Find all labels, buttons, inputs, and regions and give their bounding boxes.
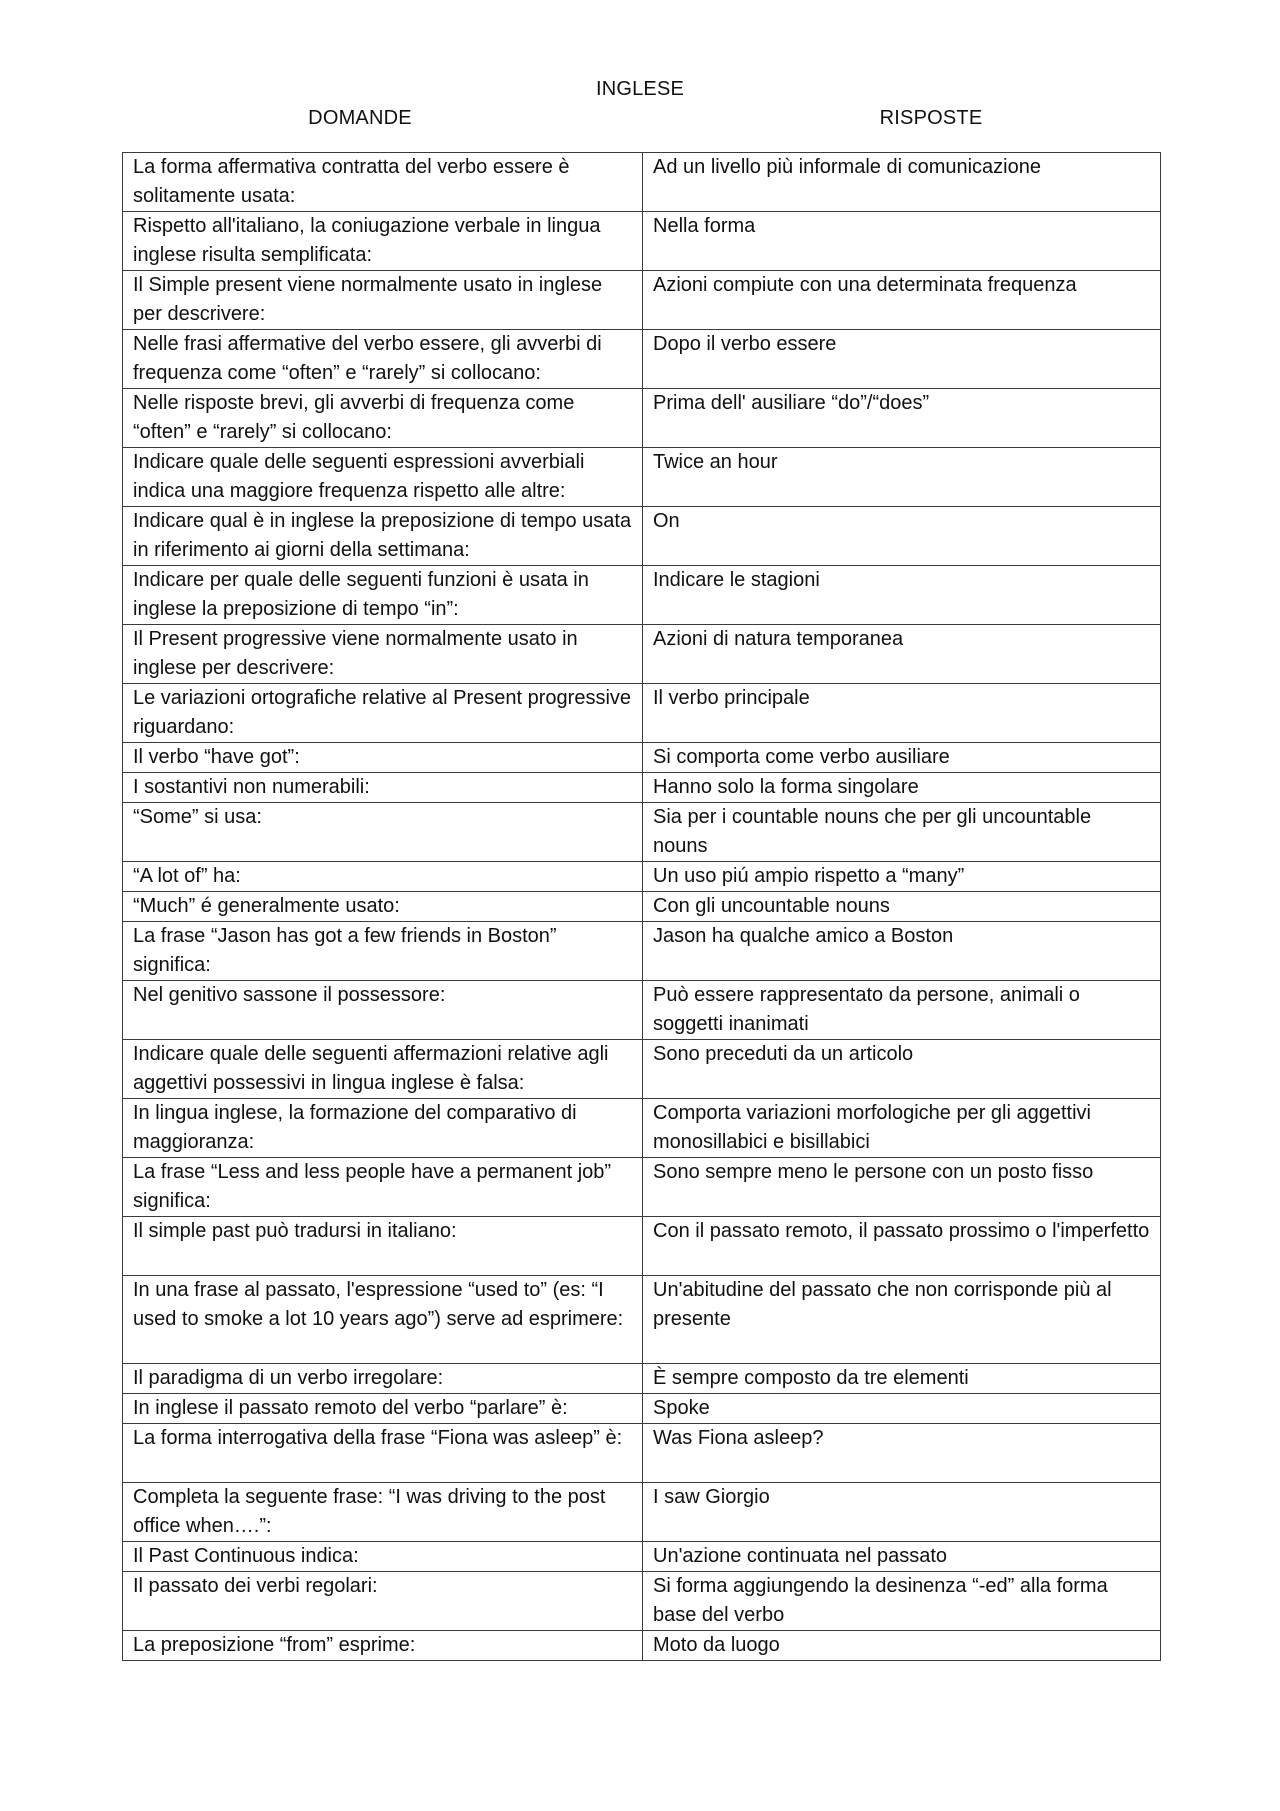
table-row (123, 892, 1161, 922)
answer-cell: Azioni di natura temporanea (643, 625, 1161, 684)
question-cell: Il paradigma di un verbo irregolare: (123, 1364, 643, 1394)
table-row (123, 981, 1161, 1040)
question-cell: I sostantivi non numerabili: (123, 773, 643, 803)
question-cell: La forma interrogativa della frase “Fiona was asleep” è: (123, 1424, 643, 1483)
answer-cell: Può essere rappresentato da persone, animali o soggetti inanimati (643, 981, 1161, 1040)
question-cell: Il verbo “have got”: (123, 743, 643, 773)
question-cell: Nelle frasi affermative del verbo essere, gli avverbi di frequenza come “often” e “rarely” si collocano: (123, 330, 643, 389)
answer-cell: Ad un livello più informale di comunicazione (643, 153, 1161, 212)
question-cell: Indicare quale delle seguenti affermazioni relative agli aggettivi possessivi in lingua inglese è falsa: (123, 1040, 643, 1099)
answer-cell: Spoke (643, 1394, 1161, 1424)
question-cell: La frase “Jason has got a few friends in Boston” significa: (123, 922, 643, 981)
table-row (123, 1158, 1161, 1217)
question-cell: Il Past Continuous indica: (123, 1542, 643, 1572)
question-cell: Il passato dei verbi regolari: (123, 1572, 643, 1631)
question-cell: Il Simple present viene normalmente usato in inglese per descrivere: (123, 271, 643, 330)
answer-cell: Jason ha qualche amico a Boston (643, 922, 1161, 981)
answer-cell: Si comporta come verbo ausiliare (643, 743, 1161, 773)
answer-cell: Indicare le stagioni (643, 566, 1161, 625)
answer-cell: Con il passato remoto, il passato prossimo o l'imperfetto (643, 1217, 1161, 1276)
answers-column-header: RISPOSTE (879, 107, 983, 129)
table-row (123, 1424, 1161, 1483)
answer-cell: Twice an hour (643, 448, 1161, 507)
answer-cell: I saw Giorgio (643, 1483, 1161, 1542)
question-cell: “Some” si usa: (123, 803, 643, 862)
table-row (123, 330, 1161, 389)
question-cell: Il simple past può tradursi in italiano: (123, 1217, 643, 1276)
answer-cell: Moto da luogo (643, 1631, 1161, 1661)
question-cell: Completa la seguente frase: “I was driving to the post office when….”: (123, 1483, 643, 1542)
table-row (123, 153, 1161, 212)
document-title: INGLESE (595, 78, 685, 100)
table-row (123, 743, 1161, 773)
answer-cell: È sempre composto da tre elementi (643, 1364, 1161, 1394)
table-row (123, 1572, 1161, 1631)
answer-cell: Prima dell' ausiliare “do”/“does” (643, 389, 1161, 448)
table-row (123, 1483, 1161, 1542)
question-cell: Rispetto all'italiano, la coniugazione verbale in lingua inglese risulta semplificata: (123, 212, 643, 271)
answer-cell: Azioni compiute con una determinata frequenza (643, 271, 1161, 330)
question-cell: Indicare quale delle seguenti espressioni avverbiali indica una maggiore frequenza rispetto alle altre: (123, 448, 643, 507)
table-row (123, 1276, 1161, 1364)
answer-cell: Un'azione continuata nel passato (643, 1542, 1161, 1572)
answer-cell: Hanno solo la forma singolare (643, 773, 1161, 803)
qa-table (122, 152, 1161, 1661)
answer-cell: Con gli uncountable nouns (643, 892, 1161, 922)
answer-cell: Il verbo principale (643, 684, 1161, 743)
table-row (123, 448, 1161, 507)
answer-cell: Sono sempre meno le persone con un posto fisso (643, 1158, 1161, 1217)
table-row (123, 389, 1161, 448)
table-row (123, 566, 1161, 625)
qa-table-body (123, 153, 1161, 1661)
table-row (123, 684, 1161, 743)
question-cell: In inglese il passato remoto del verbo “parlare” è: (123, 1394, 643, 1424)
question-cell: Indicare per quale delle seguenti funzioni è usata in inglese la preposizione di tempo “in”: (123, 566, 643, 625)
table-row (123, 862, 1161, 892)
question-cell: Il Present progressive viene normalmente usato in inglese per descrivere: (123, 625, 643, 684)
question-cell: La forma affermativa contratta del verbo essere è solitamente usata: (123, 153, 643, 212)
question-cell: Nelle risposte brevi, gli avverbi di frequenza come “often” e “rarely” si collocano: (123, 389, 643, 448)
table-row (123, 773, 1161, 803)
table-row (123, 1217, 1161, 1276)
answer-cell: Nella forma (643, 212, 1161, 271)
table-row (123, 1040, 1161, 1099)
question-cell: La preposizione “from” esprime: (123, 1631, 643, 1661)
answer-cell: Un'abitudine del passato che non corrisponde più al presente (643, 1276, 1161, 1364)
question-cell: “Much” é generalmente usato: (123, 892, 643, 922)
table-row (123, 271, 1161, 330)
question-cell: In una frase al passato, l'espressione “used to” (es: “I used to smoke a lot 10 years ago”) serve ad esprimere: (123, 1276, 643, 1364)
answer-cell: Sia per i countable nouns che per gli uncountable nouns (643, 803, 1161, 862)
answer-cell: Comporta variazioni morfologiche per gli aggettivi monosillabici e bisillabici (643, 1099, 1161, 1158)
question-cell: La frase “Less and less people have a permanent job” significa: (123, 1158, 643, 1217)
question-cell: Nel genitivo sassone il possessore: (123, 981, 643, 1040)
question-cell: “A lot of” ha: (123, 862, 643, 892)
answer-cell: Si forma aggiungendo la desinenza “-ed” alla forma base del verbo (643, 1572, 1161, 1631)
table-row (123, 212, 1161, 271)
answer-cell: Dopo il verbo essere (643, 330, 1161, 389)
question-cell: In lingua inglese, la formazione del comparativo di maggioranza: (123, 1099, 643, 1158)
table-row (123, 625, 1161, 684)
table-row (123, 922, 1161, 981)
table-row (123, 1542, 1161, 1572)
answer-cell: Un uso piú ampio rispetto a “many” (643, 862, 1161, 892)
table-row (123, 1099, 1161, 1158)
question-cell: Indicare qual è in inglese la preposizione di tempo usata in riferimento ai giorni della settimana: (123, 507, 643, 566)
questions-column-header: DOMANDE (308, 107, 412, 129)
table-row (123, 803, 1161, 862)
answer-cell: On (643, 507, 1161, 566)
table-row (123, 507, 1161, 566)
table-row (123, 1631, 1161, 1661)
question-cell: Le variazioni ortografiche relative al Present progressive riguardano: (123, 684, 643, 743)
table-row (123, 1394, 1161, 1424)
answer-cell: Was Fiona asleep? (643, 1424, 1161, 1483)
answer-cell: Sono preceduti da un articolo (643, 1040, 1161, 1099)
table-row (123, 1364, 1161, 1394)
